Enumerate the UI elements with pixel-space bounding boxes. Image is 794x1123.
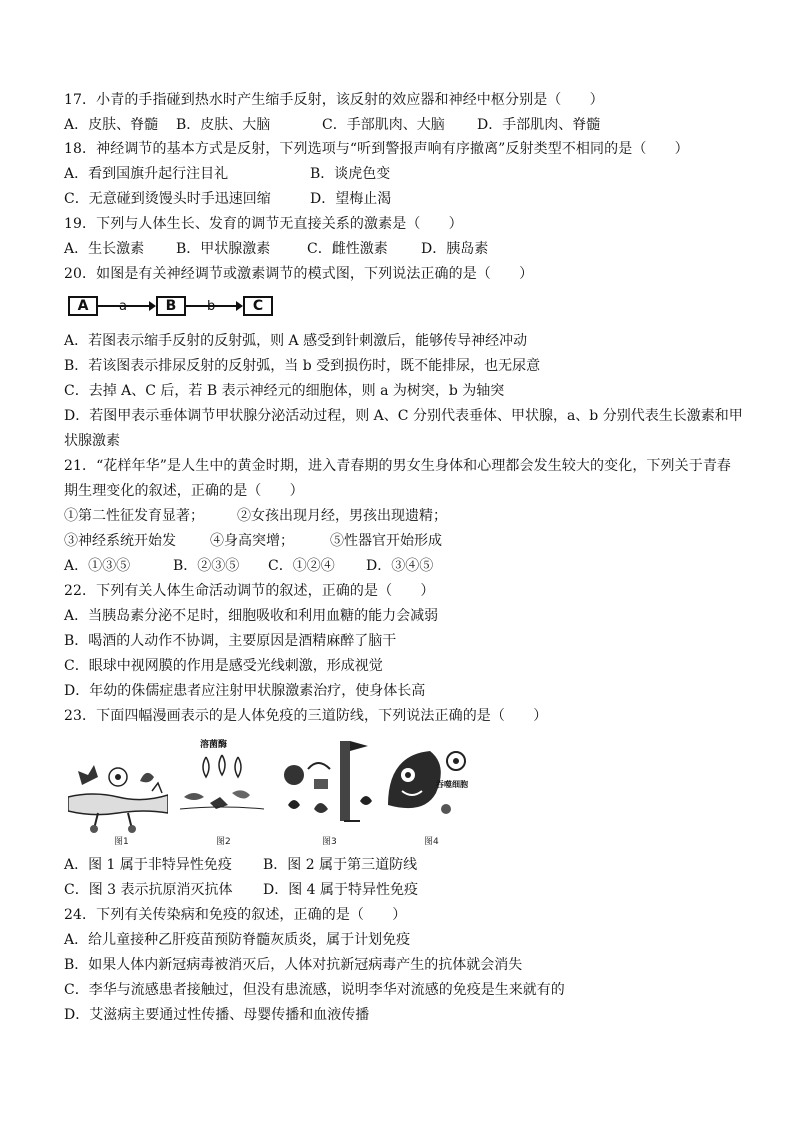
q22-option-c[interactable]: C．眼球中视网膜的作用是感受光线刺激，形成视觉 <box>64 658 383 674</box>
q24-option-d[interactable]: D．艾滋病主要通过性传播、母婴传播和血液传播 <box>64 1007 370 1023</box>
diagram-arrow-b-label: b <box>207 299 216 314</box>
q22-option-a[interactable]: A．当胰岛素分泌不足时，细胞吸收和利用血糖的能力会减弱 <box>64 608 439 624</box>
q21-option-b[interactable]: B．②③⑤ <box>173 558 240 574</box>
immunity-comics <box>68 735 478 847</box>
q24-option-a[interactable]: A．给儿童接种乙肝疫苗预防脊髓灰质炎，属于计划免疫 <box>64 932 411 948</box>
q18-stem: 18．神经调节的基本方式是反射，下列选项与“听到警报声响有序撤离”反射类型不相同的是（ ） <box>64 141 689 157</box>
q17-option-d[interactable]: D．手部肌肉、脊髓 <box>477 117 601 133</box>
diagram-box-b: B <box>156 296 186 316</box>
q19-option-c[interactable]: C．雌性激素 <box>307 241 388 257</box>
q19-option-a[interactable]: A．生长激素 <box>64 241 145 257</box>
diagram-arrow-b <box>186 299 241 314</box>
figure-3-caption: 图3 <box>322 837 337 847</box>
skin-barrier-illustration <box>68 735 168 835</box>
q18-option-a[interactable]: A．看到国旗升起行注目礼 <box>64 166 229 182</box>
q21-item-4: ④身高突增； <box>210 533 294 549</box>
q24-option-c[interactable]: C．李华与流感患者接触过，但没有患流感，说明李华对流感的免疫是生来就有的 <box>64 982 565 998</box>
phagocyte-label: 吞噬细胞 <box>436 780 468 789</box>
q19-option-d[interactable]: D．胰岛素 <box>421 241 489 257</box>
comic-panel-4 <box>384 735 478 847</box>
comic-panel-1 <box>68 735 168 847</box>
diagram-box-c: C <box>243 296 273 316</box>
q17-stem: 17．小青的手指碰到热水时产生缩手反射，该反射的效应器和神经中枢分别是（ ） <box>64 92 604 108</box>
q22-option-b[interactable]: B．喝酒的人动作不协调，主要原因是酒精麻醉了脑干 <box>64 633 397 649</box>
figure-4-caption: 图4 <box>424 837 439 847</box>
q21-item-5: ⑤性器官开始形成 <box>330 533 442 549</box>
q23-option-d[interactable]: D．图 4 属于特异性免疫 <box>263 882 419 898</box>
q20-option-d[interactable]: D．若图甲表示垂体调节甲状腺分泌活动过程，则 A、C 分别代表垂体、甲状腺，a、b 分别代表生长激素和甲 <box>64 408 743 424</box>
q19-stem: 19．下列与人体生长、发育的调节无直接关系的激素是（ ） <box>64 216 463 232</box>
q18-option-d[interactable]: D．望梅止渴 <box>310 191 392 207</box>
diagram-arrow-a <box>98 299 154 314</box>
antibody-illustration <box>274 735 380 835</box>
figure-1-caption: 图1 <box>114 837 129 847</box>
q21-item-1: ①第二性征发育显著； <box>64 508 204 524</box>
q22-option-d[interactable]: D．年幼的侏儒症患者应注射甲状腺激素治疗，使身体长高 <box>64 683 426 699</box>
q18-option-b[interactable]: B．谈虎色变 <box>310 166 391 182</box>
q19-option-b[interactable]: B．甲状腺激素 <box>176 241 271 257</box>
q23-option-a[interactable]: A．图 1 属于非特异性免疫 <box>64 857 232 873</box>
q21-option-a[interactable]: A．①③⑤ <box>64 558 131 574</box>
comic-panel-2 <box>172 735 270 847</box>
q21-option-c[interactable]: C．①②④ <box>268 558 335 574</box>
comic-panel-3 <box>274 735 380 847</box>
lysozyme-label: 溶菌酶 <box>200 740 228 750</box>
diagram-arrow-a-label: a <box>119 299 127 314</box>
q20-option-d-continued: 状腺激素 <box>64 433 120 449</box>
q17-option-c[interactable]: C．手部肌肉、大脑 <box>322 117 445 133</box>
q20-stem: 20．如图是有关神经调节或激素调节的模式图，下列说法正确的是（ ） <box>64 266 534 282</box>
q21-item-3: ③神经系统开始发 <box>64 533 176 549</box>
q20-option-b[interactable]: B．若该图表示排尿反射的反射弧，当 b 受到损伤时，既不能排尿，也无尿意 <box>64 358 541 374</box>
q24-stem: 24．下列有关传染病和免疫的叙述，正确的是（ ） <box>64 907 407 923</box>
q17-option-a[interactable]: A．皮肤、脊髓 <box>64 117 159 133</box>
q20-option-a[interactable]: A．若图表示缩手反射的反射弧，则 A 感受到针刺激后，能够传导神经冲动 <box>64 333 528 349</box>
q22-stem: 22．下列有关人体生命活动调节的叙述，正确的是（ ） <box>64 583 435 599</box>
q23-option-c[interactable]: C．图 3 表示抗原消灭抗体 <box>64 882 233 898</box>
q21-stem-line1: 21．“花样年华”是人生中的黄金时期，进入青春期的男女生身体和心理都会发生较大的变化，下列关于青春 <box>64 458 732 474</box>
q17-option-b[interactable]: B．皮肤、大脑 <box>176 117 271 133</box>
q23-option-b[interactable]: B．图 2 属于第三道防线 <box>263 857 418 873</box>
lysozyme-illustration <box>172 735 270 835</box>
q20-diagram <box>68 294 283 324</box>
q21-option-d[interactable]: D．③④⑤ <box>366 558 434 574</box>
q20-option-c[interactable]: C．去掉 A、C 后，若 B 表示神经元的细胞体，则 a 为树突，b 为轴突 <box>64 383 505 399</box>
q21-item-2: ②女孩出现月经，男孩出现遗精； <box>237 508 447 524</box>
q18-option-c[interactable]: C．无意碰到烫馒头时手迅速回缩 <box>64 191 271 207</box>
q24-option-b[interactable]: B．如果人体内新冠病毒被消灭后，人体对抗新冠病毒产生的抗体就会消失 <box>64 957 523 973</box>
q23-stem: 23．下面四幅漫画表示的是人体免疫的三道防线，下列说法正确的是（ ） <box>64 708 548 724</box>
q21-stem-line2: 期生理变化的叙述，正确的是（ ） <box>64 483 304 499</box>
diagram-box-a: A <box>68 296 98 316</box>
figure-2-caption: 图2 <box>216 837 231 847</box>
